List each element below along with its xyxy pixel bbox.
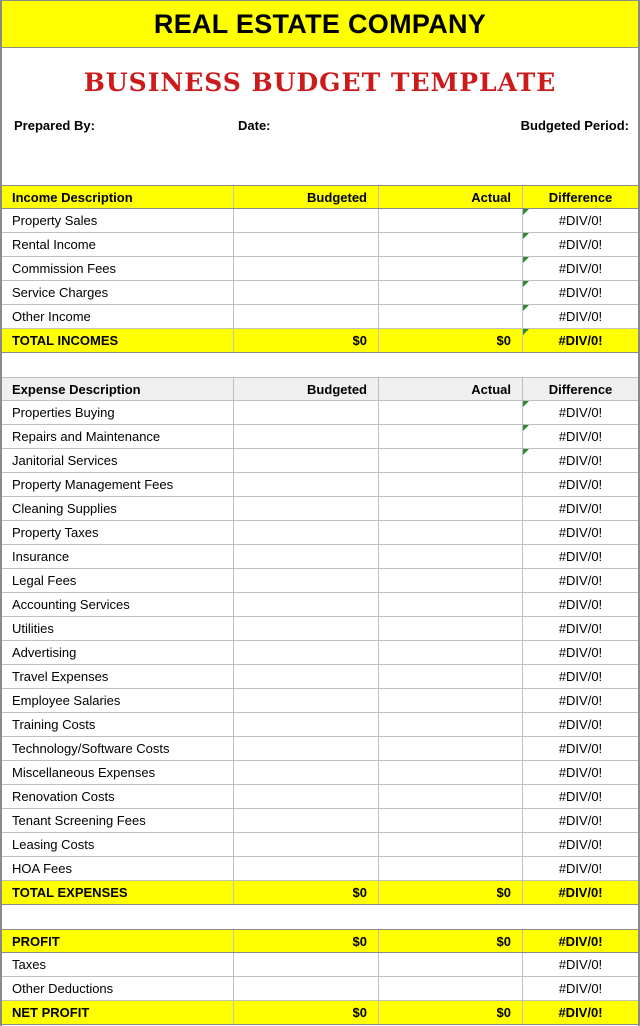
- budgeted-cell[interactable]: [234, 617, 379, 640]
- table-row: [2, 233, 638, 257]
- column-header-description: Expense Description: [2, 378, 234, 400]
- description-cell[interactable]: Technology/Software Costs: [2, 737, 234, 760]
- budgeted-cell[interactable]: [234, 761, 379, 784]
- difference-cell[interactable]: #DIV/0!: [558, 885, 603, 900]
- budgeted-cell[interactable]: [234, 593, 379, 616]
- actual-cell[interactable]: [379, 569, 523, 592]
- actual-cell[interactable]: [379, 785, 523, 808]
- table-row: [2, 209, 638, 233]
- difference-cell[interactable]: #DIV/0!: [558, 957, 603, 972]
- difference-cell[interactable]: #DIV/0!: [523, 305, 638, 328]
- difference-cell[interactable]: #DIV/0!: [558, 789, 603, 804]
- column-header-actual: Actual: [379, 378, 523, 400]
- table-row: [2, 569, 638, 593]
- budgeted-cell[interactable]: [234, 713, 379, 736]
- difference-cell[interactable]: #DIV/0!: [558, 573, 603, 588]
- difference-cell[interactable]: #DIV/0!: [523, 449, 638, 472]
- profit-row: [2, 929, 638, 953]
- actual-cell[interactable]: $0: [379, 881, 523, 904]
- table-row: [2, 281, 638, 305]
- budgeted-cell[interactable]: $0: [234, 1001, 379, 1024]
- budgeted-cell[interactable]: [234, 953, 379, 976]
- difference-cell[interactable]: #DIV/0!: [523, 257, 638, 280]
- total-expenses-row: [2, 881, 638, 905]
- table-row: [2, 593, 638, 617]
- difference-cell[interactable]: #DIV/0!: [558, 1005, 603, 1020]
- difference-cell[interactable]: #DIV/0!: [558, 549, 603, 564]
- difference-cell[interactable]: #DIV/0!: [523, 425, 638, 448]
- difference-cell[interactable]: #DIV/0!: [558, 597, 603, 612]
- actual-cell[interactable]: [379, 977, 523, 1000]
- description-cell[interactable]: Commission Fees: [2, 257, 234, 280]
- description-cell[interactable]: Training Costs: [2, 713, 234, 736]
- actual-cell[interactable]: [379, 521, 523, 544]
- description-cell[interactable]: Renovation Costs: [2, 785, 234, 808]
- budgeted-cell[interactable]: [234, 569, 379, 592]
- description-cell[interactable]: Miscellaneous Expenses: [2, 761, 234, 784]
- budgeted-cell[interactable]: [234, 545, 379, 568]
- description-cell[interactable]: TOTAL EXPENSES: [2, 881, 234, 904]
- description-cell[interactable]: Repairs and Maintenance: [2, 425, 234, 448]
- difference-cell[interactable]: #DIV/0!: [558, 981, 603, 996]
- table-row: [2, 761, 638, 785]
- table-row: [2, 641, 638, 665]
- budgeted-cell[interactable]: [234, 689, 379, 712]
- column-header-budgeted: Budgeted: [234, 186, 379, 208]
- table-row: [2, 545, 638, 569]
- table-row: [2, 785, 638, 809]
- table-row: [2, 689, 638, 713]
- table-row: [2, 497, 638, 521]
- actual-cell[interactable]: [379, 953, 523, 976]
- description-cell[interactable]: Property Management Fees: [2, 473, 234, 496]
- budgeted-cell[interactable]: [234, 425, 379, 448]
- budgeted-cell[interactable]: [234, 737, 379, 760]
- budgeted-cell[interactable]: [234, 401, 379, 424]
- difference-cell[interactable]: #DIV/0!: [558, 477, 603, 492]
- actual-cell[interactable]: [379, 281, 523, 304]
- table-row: [2, 833, 638, 857]
- description-cell[interactable]: Tenant Screening Fees: [2, 809, 234, 832]
- column-header-budgeted: Budgeted: [234, 378, 379, 400]
- difference-cell[interactable]: #DIV/0!: [558, 501, 603, 516]
- description-cell[interactable]: Employee Salaries: [2, 689, 234, 712]
- budgeted-cell[interactable]: [234, 473, 379, 496]
- description-cell[interactable]: Property Sales: [2, 209, 234, 232]
- description-cell[interactable]: Leasing Costs: [2, 833, 234, 856]
- description-cell[interactable]: Accounting Services: [2, 593, 234, 616]
- expense-header-row: [2, 377, 638, 401]
- prepared-by-label: Prepared By:: [14, 118, 95, 133]
- actual-cell[interactable]: [379, 737, 523, 760]
- actual-cell[interactable]: [379, 473, 523, 496]
- description-cell[interactable]: NET PROFIT: [2, 1001, 234, 1024]
- actual-cell[interactable]: [379, 641, 523, 664]
- difference-cell[interactable]: #DIV/0!: [523, 281, 638, 304]
- table-row: [2, 401, 638, 425]
- actual-cell[interactable]: [379, 449, 523, 472]
- table-row: [2, 473, 638, 497]
- description-cell[interactable]: Cleaning Supplies: [2, 497, 234, 520]
- difference-cell[interactable]: #DIV/0!: [558, 621, 603, 636]
- column-header-difference: Difference: [548, 189, 613, 205]
- total-incomes-row: [2, 329, 638, 353]
- company-title-bar: [2, 0, 638, 48]
- budgeted-cell[interactable]: [234, 449, 379, 472]
- budgeted-cell[interactable]: $0: [234, 930, 379, 952]
- table-row: [2, 809, 638, 833]
- actual-cell[interactable]: $0: [379, 1001, 523, 1024]
- difference-cell[interactable]: #DIV/0!: [558, 813, 603, 828]
- difference-cell[interactable]: #DIV/0!: [558, 693, 603, 708]
- column-header-difference: Difference: [548, 381, 613, 397]
- difference-cell[interactable]: #DIV/0!: [558, 765, 603, 780]
- actual-cell[interactable]: [379, 233, 523, 256]
- budgeted-period-label: Budgeted Period:: [520, 118, 629, 133]
- difference-cell[interactable]: #DIV/0!: [558, 861, 603, 876]
- actual-cell[interactable]: [379, 593, 523, 616]
- budgeted-cell[interactable]: [234, 641, 379, 664]
- table-row: [2, 665, 638, 689]
- actual-cell[interactable]: [379, 857, 523, 880]
- table-row: [2, 953, 638, 977]
- budgeted-cell[interactable]: [234, 785, 379, 808]
- table-row: [2, 449, 638, 473]
- budgeted-cell[interactable]: [234, 305, 379, 328]
- difference-cell[interactable]: #DIV/0!: [558, 525, 603, 540]
- budgeted-cell[interactable]: [234, 809, 379, 832]
- actual-cell[interactable]: [379, 497, 523, 520]
- budgeted-cell[interactable]: $0: [234, 881, 379, 904]
- description-cell[interactable]: Legal Fees: [2, 569, 234, 592]
- description-cell[interactable]: Janitorial Services: [2, 449, 234, 472]
- description-cell[interactable]: Properties Buying: [2, 401, 234, 424]
- description-cell[interactable]: Other Income: [2, 305, 234, 328]
- actual-cell[interactable]: [379, 209, 523, 232]
- actual-cell[interactable]: [379, 809, 523, 832]
- actual-cell[interactable]: [379, 713, 523, 736]
- description-cell[interactable]: Property Taxes: [2, 521, 234, 544]
- difference-cell[interactable]: #DIV/0!: [523, 209, 638, 232]
- budgeted-cell[interactable]: [234, 857, 379, 880]
- actual-cell[interactable]: [379, 425, 523, 448]
- description-cell[interactable]: Service Charges: [2, 281, 234, 304]
- budgeted-cell[interactable]: [234, 497, 379, 520]
- description-cell[interactable]: HOA Fees: [2, 857, 234, 880]
- description-cell[interactable]: Utilities: [2, 617, 234, 640]
- description-cell[interactable]: Travel Expenses: [2, 665, 234, 688]
- difference-cell[interactable]: #DIV/0!: [523, 329, 638, 352]
- budgeted-cell[interactable]: $0: [234, 329, 379, 352]
- table-row: [2, 737, 638, 761]
- actual-cell[interactable]: [379, 689, 523, 712]
- date-label: Date:: [238, 118, 271, 133]
- difference-cell[interactable]: #DIV/0!: [558, 669, 603, 684]
- table-row: [2, 977, 638, 1001]
- table-row: [2, 521, 638, 545]
- budgeted-cell[interactable]: [234, 521, 379, 544]
- table-row: [2, 713, 638, 737]
- difference-cell[interactable]: #DIV/0!: [523, 233, 638, 256]
- table-row: [2, 617, 638, 641]
- table-row: [2, 257, 638, 281]
- budgeted-cell[interactable]: [234, 257, 379, 280]
- description-cell[interactable]: Other Deductions: [2, 977, 234, 1000]
- actual-cell[interactable]: [379, 257, 523, 280]
- company-title: REAL ESTATE COMPANY: [153, 8, 487, 39]
- budgeted-cell[interactable]: [234, 977, 379, 1000]
- net-profit-row: [2, 1001, 638, 1025]
- description-cell[interactable]: Advertising: [2, 641, 234, 664]
- difference-cell[interactable]: #DIV/0!: [558, 645, 603, 660]
- actual-cell[interactable]: $0: [379, 930, 523, 952]
- difference-cell[interactable]: #DIV/0!: [558, 933, 603, 949]
- column-header-description: Income Description: [2, 186, 234, 208]
- actual-cell[interactable]: $0: [379, 329, 523, 352]
- budgeted-cell[interactable]: [234, 281, 379, 304]
- actual-cell[interactable]: [379, 305, 523, 328]
- difference-cell[interactable]: #DIV/0!: [558, 717, 603, 732]
- actual-cell[interactable]: [379, 761, 523, 784]
- budgeted-cell[interactable]: [234, 209, 379, 232]
- actual-cell[interactable]: [379, 545, 523, 568]
- description-cell[interactable]: PROFIT: [2, 930, 234, 952]
- actual-cell[interactable]: [379, 617, 523, 640]
- budgeted-cell[interactable]: [234, 233, 379, 256]
- difference-cell[interactable]: #DIV/0!: [558, 837, 603, 852]
- actual-cell[interactable]: [379, 665, 523, 688]
- template-subtitle: BUSINESS BUDGET TEMPLATE: [83, 68, 557, 97]
- description-cell[interactable]: TOTAL INCOMES: [2, 329, 234, 352]
- budgeted-cell[interactable]: [234, 665, 379, 688]
- budgeted-cell[interactable]: [234, 833, 379, 856]
- actual-cell[interactable]: [379, 401, 523, 424]
- actual-cell[interactable]: [379, 833, 523, 856]
- description-cell[interactable]: Taxes: [2, 953, 234, 976]
- difference-cell[interactable]: #DIV/0!: [523, 401, 638, 424]
- difference-cell[interactable]: #DIV/0!: [558, 741, 603, 756]
- description-cell[interactable]: Insurance: [2, 545, 234, 568]
- income-header-row: [2, 185, 638, 209]
- table-row: [2, 305, 638, 329]
- table-row: [2, 857, 638, 881]
- table-row: [2, 425, 638, 449]
- description-cell[interactable]: Rental Income: [2, 233, 234, 256]
- column-header-actual: Actual: [379, 186, 523, 208]
